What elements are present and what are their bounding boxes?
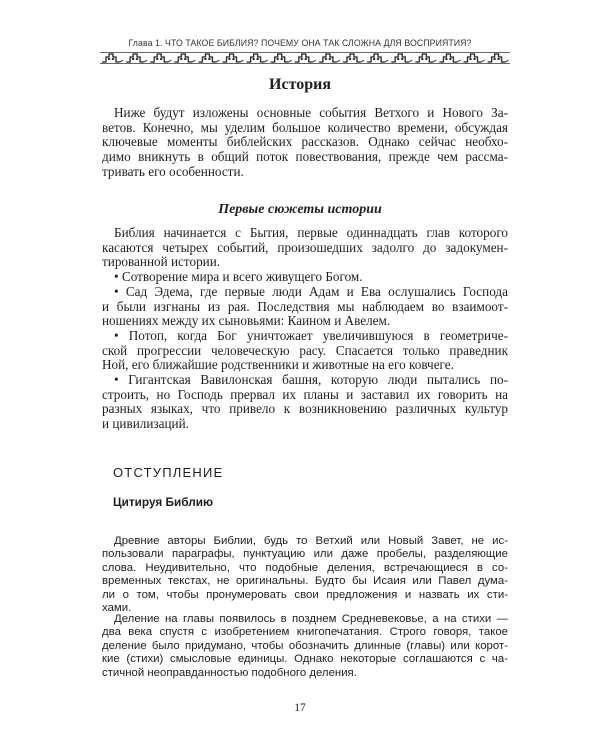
text-line: • Сад Эдема, где первые люди Адам и Ева ослушались Господа <box>114 283 508 299</box>
text-line: • Сотворение мира и всего живущего Богом. <box>114 269 363 285</box>
text-line: пользовали параграфы, пунктуацию или даже пробелы, разделяющие <box>102 548 508 561</box>
text-line: два века спустя с изобретением книгопечатания. Строго говоря, такое <box>102 626 508 639</box>
text-line: и были изгнаны из рая. Последствия мы наблюдаем во взаимоот- <box>102 298 508 314</box>
text-line: тированной истории. <box>102 254 221 270</box>
text-line: деление было придумано, чтобы обозначить длинные (главы) или корот- <box>102 639 508 652</box>
paragraph-intro <box>102 106 508 180</box>
paragraph-ancient-authors <box>102 535 508 615</box>
text-line: стичной неоправданностью подобного деления. <box>102 666 357 679</box>
page-number: 17 <box>294 702 306 714</box>
paragraph-chapter-division <box>102 613 508 680</box>
decorative-border-ornament <box>100 52 510 64</box>
text-line: хами. <box>102 602 132 615</box>
text-line: • Потоп, когда Бог уничтожает увеличившуюся в геометриче- <box>114 327 508 343</box>
text-line: ключевые моменты библейских рассказов. Однако сейчас необхо- <box>102 134 508 150</box>
text-line: временных текстах, не оригинальны. Будто бы Исаия или Павел дума- <box>102 575 508 588</box>
text-line: Древние авторы Библии, будь то Ветхий или Новый Завет, не ис- <box>114 535 508 547</box>
running-head: Глава 1. ЧТО ТАКОЕ БИБЛИЯ? ПОЧЕМУ ОНА ТАК СЛОЖНА ДЛЯ ВОСПРИЯТИЯ? <box>128 38 472 49</box>
text-line: Деление на главы появилось в позднем Средневековье, а на стихи — <box>114 613 508 625</box>
text-line: ношениях между их сыновьями: Каином и Авелем. <box>102 313 391 329</box>
text-line: строить, но Господь прервал их планы и заставил их говорить на <box>102 386 508 402</box>
text-line: Ной, его ближайшие родственники и животные на его ковчеге. <box>102 357 454 373</box>
subsection-heading: Первые сюжеты истории <box>218 202 382 217</box>
text-line: разных языках, что привело к возникновению различных культур <box>102 401 508 417</box>
text-line: кие (стихи) смысловые единицы. Однако некоторые соглашаются с ча- <box>102 653 508 666</box>
text-line: димо вникнуть в общий поток повествования, прежде чем рассма- <box>102 149 508 165</box>
text-line: ской прогрессии человеческую расу. Спасается только праведник <box>102 342 508 358</box>
text-line: тривать его особенности. <box>102 163 244 179</box>
text-line: Ниже будут изложены основные события Ветхого и Нового За- <box>114 105 508 120</box>
sidebar-label: ОТСТУПЛЕНИЕ <box>113 465 224 480</box>
section-heading: История <box>269 76 331 93</box>
text-line: и цивилизаций. <box>102 416 189 432</box>
text-line: ли о том, чтобы пронумеровать свои предложения и назвать их сти- <box>102 588 508 601</box>
text-line: Библия начинается с Бытия, первые одиннадцать глав которого <box>114 225 508 240</box>
paragraph-first-stories <box>102 226 508 432</box>
text-line: касаются четырех событий, произошедших задолго до задокумен- <box>102 239 508 255</box>
text-line: ветов. Конечно, мы уделим большое количество времени, обсуждая <box>102 119 508 135</box>
sidebar-title: Цитируя Библию <box>113 495 214 509</box>
text-line: слова. Неудивительно, что подобные деления, встречающиеся в со- <box>102 561 508 574</box>
text-line: • Гигантская Вавилонская башня, которую люди пытались по- <box>114 372 508 388</box>
